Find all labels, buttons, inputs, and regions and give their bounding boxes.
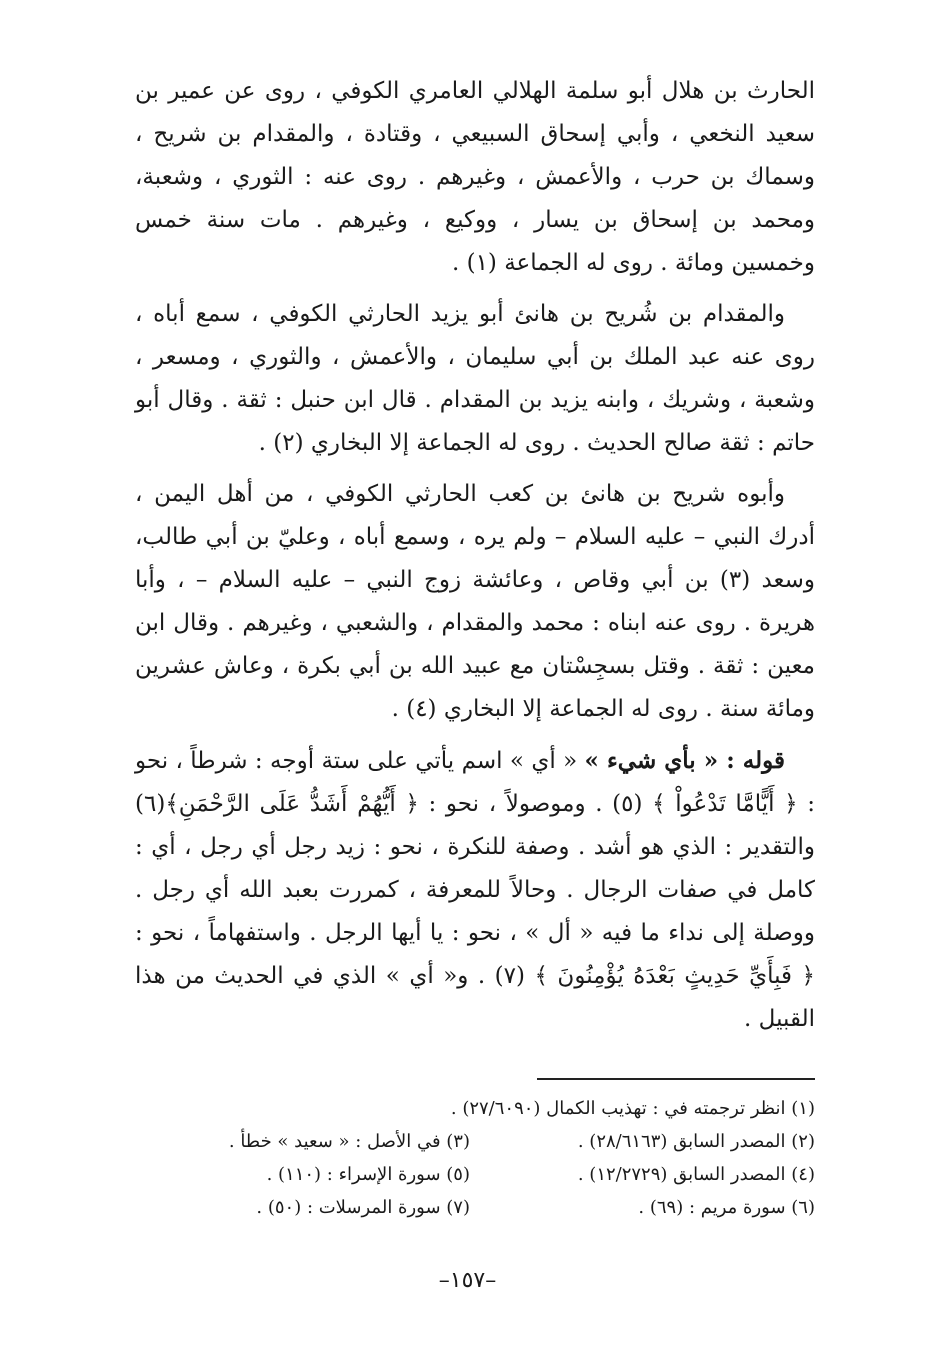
footnotes (135, 1092, 815, 1224)
paragraph-4-text: « أي » اسم يأتي على ستة أوجه : شرطاً ، نحو : ﴿ أَيًّامَّا تَدْعُواْ ﴾ (٥) . وموصولاً ، نحو : ﴿ أَيُّهُمْ أَشَدُّ عَلَى الرَّحْمَنِ﴾(٦) والتقدير : الذي هو أشد . وصفة للنكرة ، نحو : زيد رجل أي رجل ، أي : كامل في صفات الرجال . وحالاً للمعرفة ، كمررت بعبد الله أي رجل . ووصلة إلى نداء ما فيه « أل » ، نحو : يا أيها الرجل . واستفهاماً ، نحو : ﴿ فَبِأَيِّ حَدِيثٍ بَعْدَهُ يُؤْمِنُونَ ﴾ (٧) . و« أي » الذي في الحديث من هذا القبيل . (135, 748, 816, 1032)
footnote-6: (٦) سورة مريم : (٦٩) . (638, 1197, 815, 1218)
footnote-row (135, 1158, 815, 1191)
footnote-7: (٧) سورة المرسلات : (٥٠) . (256, 1197, 470, 1218)
footnote-divider (537, 1078, 815, 1080)
footnote-2: (٢) المصدر السابق (٢٨/٦١٦٣) . (577, 1131, 815, 1152)
footnote-3: (٣) في الأصل : « سعيد » خطأ . (228, 1131, 470, 1152)
footnote-1: (١) انظر ترجمته في : تهذيب الكمال (٢٧/٦٠٩٠) . (450, 1098, 815, 1119)
page-number: –١٥٧– (438, 1268, 497, 1293)
footnote-row (135, 1191, 815, 1224)
footnote-5: (٥) سورة الإسراء : (١١٠) . (266, 1164, 470, 1185)
paragraph-4 (135, 739, 815, 1041)
paragraph-4-lead: قوله : « بأي شيء » (584, 747, 785, 774)
footnote-4: (٤) المصدر السابق (١٢/٢٧٢٩) . (577, 1164, 815, 1185)
page-body (135, 70, 815, 1049)
paragraph-2: والمقدام بن شُريح بن هانئ أبو يزيد الحارثي الكوفي ، سمع أباه ، روى عنه عبد الملك بن أبي سليمان ، والأعمش ، والثوري ، ومسعر ، وشعبة ، وشريك ، وابنه يزيد بن المقدام . قال ابن حنبل : ثقة . وقال أبو حاتم : ثقة صالح الحديث . روى له الجماعة إلا البخاري (٢) . (135, 301, 815, 456)
footnote-row (135, 1092, 815, 1125)
footnote-row (135, 1125, 815, 1158)
paragraph-1: الحارث بن هلال أبو سلمة الهلالي العامري الكوفي ، روى عن عمير بن سعيد النخعي ، وأبي إسحاق السبيعي ، وقتادة ، والمقدام بن شريح ، وسماك بن حرب ، والأعمش ، وغيرهم . روى عنه : الثوري ، وشعبة، ومحمد بن إسحاق بن يسار ، ووكيع ، وغيرهم . مات سنة خمس وخمسين ومائة . روى له الجماعة (١) . (135, 78, 815, 276)
paragraph-3: وأبوه شريح بن هانئ بن كعب الحارثي الكوفي ، من أهل اليمن ، أدرك النبي – عليه السلام – ولم يره ، وسمع أباه ، وعليّ بن أبي طالب، وسعد (٣) بن أبي وقاص ، وعائشة زوج النبي – عليه السلام – ، وأبا هريرة . روى عنه ابناه : محمد والمقدام ، والشعبي ، وغيرهم . وقال ابن معين : ثقة . وقتل بسجِسْتان مع عبيد الله بن أبي بكرة ، وعاش عشرين ومائة سنة . روى له الجماعة إلا البخاري (٤) . (135, 481, 815, 722)
